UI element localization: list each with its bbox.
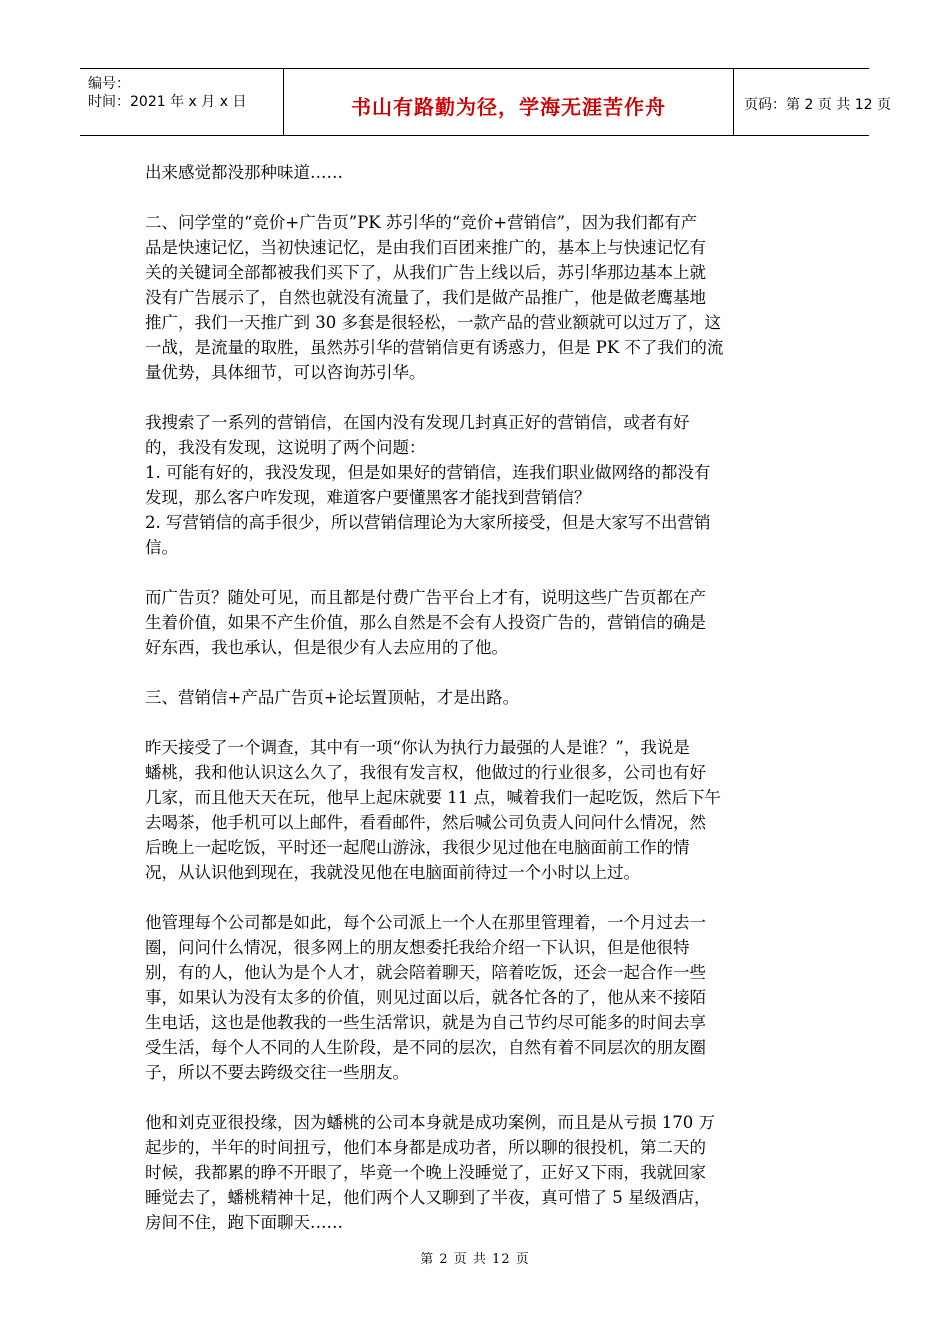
paragraph-line: 关的关键词全部都被我们买下了，从我们广告上线以后，苏引华那边基本上就 [145,263,706,282]
paragraph-line: 发现，那么客户咋发现，难道客户要懂黑客才能找到营销信？ [145,488,591,507]
paragraph-line: 品是快速记忆，当初快速记忆，是由我们百团来推广的，基本上与快速记忆有 [145,238,706,257]
paragraph-line: 别，有的人，他认为是个人才，就会陪着聊天，陪着吃饭，还会一起合作一些 [145,963,706,982]
paragraph-line: 我搜索了一系列的营销信，在国内没有发现几封真正好的营销信，或者有好 [145,413,690,432]
paragraph-line: 出来感觉都没那种味道…… [145,163,343,182]
body-paragraph [145,410,805,560]
paragraph-line: 一战，是流量的取胜，虽然苏引华的营销信更有诱惑力，但是 PK 不了我们的流 [145,338,724,357]
document-date-label: 时间：2021 年 x 月 x 日 [88,94,247,110]
paragraph-line: 他管理每个公司都是如此，每个公司派上一个人在那里管理着，一个月过去一 [145,913,706,932]
paragraph-line: 时候，我都累的睁不开眼了，毕竟一个晚上没睡觉了，正好又下雨，我就回家 [145,1163,706,1182]
paragraph-line: 的，我没有发现，这说明了两个问题： [145,438,426,457]
paragraph-line: 受生活，每个人不同的人生阶段，是不同的层次，自然有着不同层次的朋友圈 [145,1038,706,1057]
paragraph-line: 房间不住，跑下面聊天…… [145,1213,343,1232]
body-paragraph [145,1110,805,1235]
paragraph-line: 起步的，半年的时间扭亏，他们本身都是成功者，所以聊的很投机，第二天的 [145,1138,706,1157]
header-meta-cell [80,69,284,135]
page-footer: 第 2 页 共 12 页 [420,1252,530,1267]
paragraph-line: 生电话，这也是他教我的一些生活常识，就是为自己节约尽可能多的时间去享 [145,1013,706,1032]
body-paragraph [145,735,805,885]
paragraph-line: 而广告页？随处可见，而且都是付费广告平台上才有，说明这些广告页都在产 [145,588,706,607]
document-code-label: 编号： [88,76,130,92]
body-paragraph [145,685,805,710]
body-paragraph [145,160,805,185]
paragraph-line: 几家，而且他天天在玩，他早上起床就要 11 点，喊着我们一起吃饭，然后下午 [145,788,721,807]
paragraph-line: 他和刘克亚很投缘，因为蟠桃的公司本身就是成功案例，而且是从亏损 170 万 [145,1113,715,1132]
header-motto-cell [284,69,734,135]
paragraph-line: 1. 可能有好的，我没发现，但是如果好的营销信，连我们职业做网络的都没有 [145,463,711,482]
paragraph-line: 蟠桃，我和他认识这么久了，我很有发言权，他做过的行业很多，公司也有好 [145,763,706,782]
paragraph-line: 圈，问问什么情况，很多网上的朋友想委托我给介绍一下认识，但是他很特 [145,938,690,957]
body-paragraph [145,210,805,385]
header-motto: 书山有路勤为径，学海无涯苦作舟 [351,95,666,119]
paragraph-line: 信。 [145,538,178,557]
paragraph-line: 三、营销信+产品广告页+论坛置顶帖，才是出路。 [145,688,520,707]
paragraph-line: 睡觉去了，蟠桃精神十足，他们两个人又聊到了半夜，真可惜了 5 星级酒店， [145,1188,711,1207]
paragraph-line: 生着价值，如果不产生价值，那么自然是不会有人投资广告的，营销信的确是 [145,613,706,632]
header-page-info: 页码：第 2 页 共 12 页 [744,97,891,113]
paragraph-line: 事，如果认为没有太多的价值，则见过面以后，就各忙各的了，他从来不接陌 [145,988,706,1007]
page-header [80,68,891,136]
body-paragraph [145,910,805,1085]
body-paragraph [145,585,805,660]
paragraph-line: 好东西，我也承认，但是很少有人去应用的了他。 [145,638,508,657]
paragraph-line: 推广，我们一天推广到 30 多套是很轻松，一款产品的营业额就可以过万了，这 [145,313,721,332]
paragraph-line: 昨天接受了一个调查，其中有一项“你认为执行力最强的人是谁？”，我说是 [145,738,690,757]
paragraph-line: 二、问学堂的“竞价+广告页”PK 苏引华的“竞价+营销信”，因为我们都有产 [145,213,698,232]
paragraph-line: 没有广告展示了，自然也就没有流量了，我们是做产品推广，他是做老鹰基地 [145,288,706,307]
paragraph-line: 2. 写营销信的高手很少，所以营销信理论为大家所接受，但是大家写不出营销 [145,513,711,532]
document-body [145,160,805,1260]
paragraph-line: 量优势，具体细节，可以咨询苏引华。 [145,363,426,382]
paragraph-line: 去喝茶，他手机可以上邮件，看看邮件，然后喊公司负责人问问什么情况，然 [145,813,706,832]
paragraph-line: 子，所以不要去跨级交往一些朋友。 [145,1063,409,1082]
header-page-cell [734,69,891,135]
paragraph-line: 况，从认识他到现在，我就没见他在电脑面前待过一个小时以上过。 [145,863,640,882]
paragraph-line: 后晚上一起吃饭，平时还一起爬山游泳，我很少见过他在电脑面前工作的情 [145,838,690,857]
